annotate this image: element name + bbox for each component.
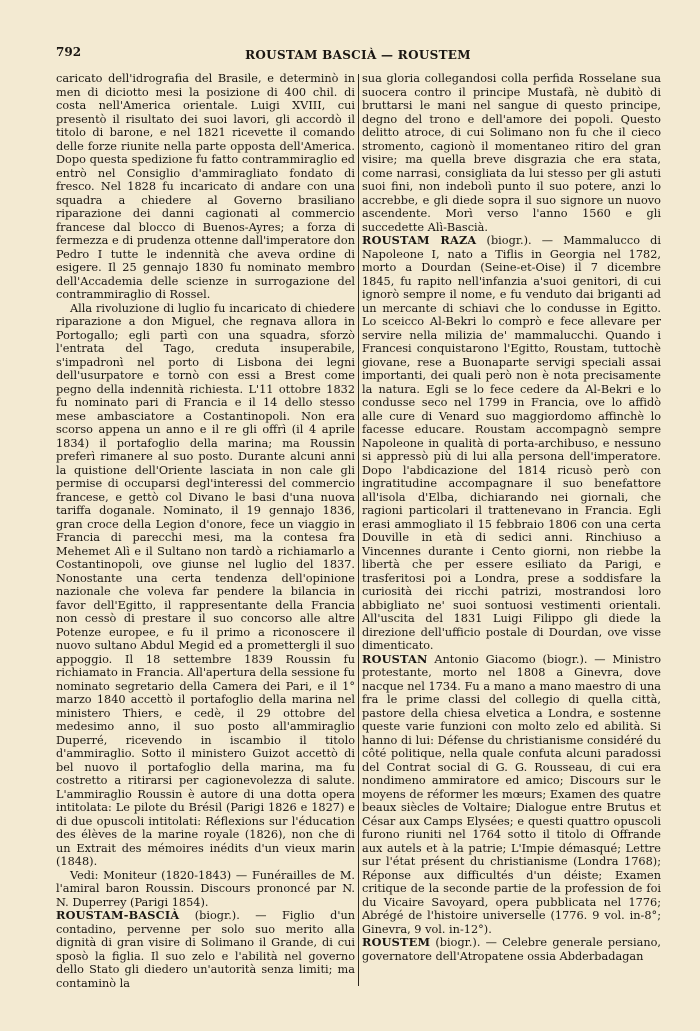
running-header [56, 44, 660, 66]
entry-roustem: ROUSTEM (biogr.). — Celebre generale persiano, governatore dell'Atropatene ossia Abderbadagan [362, 935, 661, 963]
paragraph: caricato dell'idrografia del Brasile, e determinò in men di diciotto mesi la posizione di 400 chil. di costa nell'America orientale. Luigi XVIII, cui presentò il risultato dei suoi lavori, gli accordò il titolo di barone, e nel 1821 ricevette il comando delle forze riunite nella parte opposta dell'America. Dopo questa spedizione fu fatto contrammiraglio ed entrò nel Consiglio d'ammiragliato fondato di fresco. Nel 1828 fu incaricato di andare con una squadra a chiedere al Governo brasiliano riparazione dei danni cagionati al commercio francese dal blocco di Buenos-Ayres; a forza di fermezza e di prudenza ottenne dall'imperatore don Pedro I tutte le indennità che aveva ordine di esigere. Il 25 gennajo 1830 fu nominato membro dell'Accademia delle scienze in surrogazione del contrammiraglio di Rossel. [56, 72, 355, 301]
headword: ROUSTAM-BASCIÀ [56, 908, 180, 922]
entry-roustam-raza: ROUSTAM RAZA (biogr.). — Mammalucco di Napoleone I, nato a Tiflis in Georgia nel 1782, morto a Dourdan (Seine-et-Oise) il 7 dicembre 1845, fu rapito nell'infanzia a'suoi genitori, di cui ignorò sempre il nome, e fu venduto dai briganti ad un mercante di schiavi che lo condusse in Egitto. Lo sceicco Al-Bekri lo comprò e fece allevare per servire nella milizia de' mammalucchi. Quando i Francesi conquistarono l'Egitto, Roustam, tuttochè giovane, rese a Buonaparte servigi speciali assai importanti, dei quali però non è nota precisamente la natura. Egli se lo fece cedere da Al-Bekri e lo condusse seco nel 1799 in Francia, ove lo affidò alle cure di Venard suo maggiordomo affinchè lo facesse educare. Roustam accompagnò sempre Napoleone in qualità di porta-archibuso, e nessuno si appressò più di lui alla persona dell'imperatore. Dopo l'abdicazione del 1814 ricusò però con ingratitudine accompagnare il suo benefattore all'isola d'Elba, dichiarando nei giornali, che ragioni particolari il trattenevano in Francia. Egli erasi ammogliato il 15 febbraio 1806 con una certa Douville in età di sedici anni. Rinchiuso a Vincennes durante i Cento giorni, non riebbe la libertà che per essere esiliato da Parigi, e trasferitosi poi a Londra, prese a soddisfare la curiosità dei ricchi patrizi, mostrandosi loro abbigliato ne' suoi sontuosi vestimenti orientali. All'uscita del 1831 Luigi Filippo gli diede la direzione dell'ufficio postale di Dourdan, ove visse dimenticato. [362, 233, 661, 652]
entry-roustam-bascia: ROUSTAM-BASCIÀ (biogr.). — Figlio d'un contadino, pervenne per solo suo merito alla dignità di gran visire di Solimano il Grande, di cui sposò la figlia. Il suo zelo e l'abilità nel governo dello Stato gli diedero un'autorità senza limiti; ma contaminò la [56, 908, 355, 990]
paragraph: Alla rivoluzione di luglio fu incaricato di chiedere riparazione a don Miguel, che regnava allora in Portogallo; egli partì con una squadra, sforzò l'entrata del Tago, creduta insuperabile, s'impadronì nel porto di Lisbona dei legni dell'usurpatore e tornò con essi a Brest come pegno della indennità richiesta. L'11 ottobre 1832 fu nominato pari di Francia e il 14 dello stesso mese ambasciatore a Costantinopoli. Non era scorso appena un anno e il re gli offrì (il 4 aprile 1834) il portafoglio della marina; ma Roussin preferì rimanere al suo posto. Durante alcuni anni la quistione dell'Oriente lasciata in non cale gli permise di occuparsi degl'interessi del commercio francese, e gettò col Divano le basi d'una nuova tariffa doganale. Nominato, il 19 gennajo 1836, gran croce della Legion d'onore, fece un viaggio in Francia di parecchi mesi, ma la contesa fra Mehemet Alì e il Sultano non tardò a richiamarlo a Costantinopoli, ove giunse nel luglio del 1837. Nonostante una certa tendenza dell'opinione nazionale che voleva far pendere la bilancia in favor dell'Egitto, il rappresentante della Francia non cessò di prestare il suo concorso alle altre Potenze europee, e fu il primo a riconoscere il nuovo sultano Abdul Megid ed a promettergli il suo appoggio. Il 18 settembre 1839 Roussin fu richiamato in Francia. All'apertura della sessione fu nominato segretario della Camera dei Pari, e il 1° marzo 1840 accettò il portafoglio della marina nel ministero Thiers, e cedè, il 29 ottobre del medesimo anno, il suo posto all'ammiraglio Duperré, ricevendo in iscambio il titolo d'ammiraglio. Sotto il ministero Guizot accettò di bel nuovo il portafoglio della marina, ma fu costretto a ritirarsi per cagionevolezza di salute. L'ammiraglio Roussin è autore di una dotta opera intitolata: Le pilote du Brésil (Parigi 1826 e 1827) e di due opuscoli intitolati: Réflexions sur l'éducation des élèves de la marine royale (1826), non che di un Extrait des mémoires inédits d'un vieux marin (1848). [56, 301, 355, 868]
headword: ROUSTAN [362, 651, 428, 666]
right-column [362, 72, 661, 994]
left-column [56, 72, 355, 994]
running-title: ROUSTAM BASCIÀ — ROUSTEM [245, 48, 471, 62]
page-number: 792 [56, 45, 82, 59]
column-divider [358, 74, 359, 986]
entry-roustan: ROUSTAN Antonio Giacomo (biogr.). — Ministro protestante, morto nel 1808 a Ginevra, dove nacque nel 1734. Fu a mano a mano maestro di una fra le prime classi del collegio di quella città, pastore della chiesa elvetica a Londra, e sostenne queste varie funzioni con molto zelo ed abilità. Si hanno di lui: Défense du christianisme considéré du côté politique, nella quale confuta alcuni paradossi del Contrat social di G. G. Rousseau, di cui era nondimeno ammiratore ed amico; Discours sur le moyens de réformer les mœurs; Examen des quatre beaux siècles de Voltaire; Dialogue entre Brutus et César aux Camps Elysées; e questi quattro opuscoli furono riuniti nel 1764 sotto il titolo di Offrande aux autels et à la patrie; L'Impie démasqué; Lettre sur l'état présent du christianisme (Londra 1768); Réponse aux difficultés d'un déiste; Examen critique de la seconde partie de la profession de foi du Vicaire Savoyard, opera pubblicata nel 1776; Abrégé de l'histoire universelle (1776. 9 vol. in-8°; Ginevra, 9 vol. in-12°). [362, 651, 661, 936]
paragraph: sua gloria collegandosi colla perfida Rosselane sua suocera contro il principe Mustafà, nè dubitò di bruttarsi le mani nel sangue di questo principe, degno del trono e dell'amore dei popoli. Questo delitto atroce, di cui Solimano non fu che il cieco stromento, cagionò il momentaneo ritiro del gran visire; ma quella breve disgrazia che era stata, come narrasi, consigliata da lui stesso per gli astuti suoi fini, non indebolì punto il suo potere, anzi lo accrebbe, e gli diede sopra il suo signore un nuovo ascendente. Morì verso l'anno 1560 e gli succedette Alì-Bascià. [362, 72, 661, 234]
headword: ROUSTEM [362, 935, 431, 949]
headword: ROUSTAM RAZA [362, 233, 477, 247]
paragraph: Vedi: Moniteur (1820-1843) — Funérailles de M. l'amiral baron Roussin. Discours prononcé par N. N. Duperrey (Parigi 1854). [56, 868, 355, 909]
